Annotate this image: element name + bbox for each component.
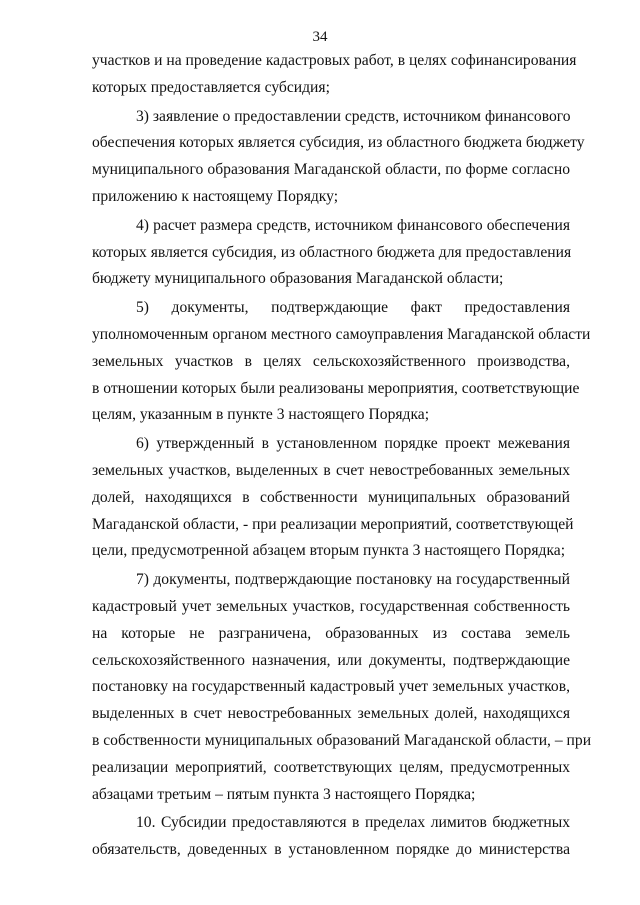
- paragraph-item-7: [92, 567, 592, 808]
- text-line: приложению к настоящему Порядку;: [92, 187, 339, 205]
- document-body: [92, 48, 592, 866]
- text-line: 10. Субсидии предоставляются в пределах лимитов бюджетных: [136, 814, 570, 832]
- text-line: бюджету муниципального образования Магаданской области;: [92, 270, 504, 288]
- text-line: 6) утвержденный в установленном порядке проект межевания: [136, 435, 570, 453]
- text-line: долей, находящихся в собственности муниципальных образований: [92, 488, 570, 506]
- text-line: 5) документы, подтверждающие факт предоставления: [136, 299, 570, 317]
- text-line: целям, указанным в пункте 3 настоящего Порядка;: [92, 406, 430, 424]
- text-line: цели, предусмотренной абзацем вторым пункта 3 настоящего Порядка;: [92, 542, 566, 560]
- text-line: Магаданской области, - при реализации мероприятий, соответствующей: [92, 515, 574, 533]
- text-line: 4) расчет размера средств, источником финансового обеспечения: [136, 216, 570, 234]
- paragraph-item-6: [92, 431, 574, 565]
- paragraph-continuation: [92, 48, 577, 102]
- paragraph-item-5: [92, 295, 591, 429]
- page-number: 34: [312, 29, 328, 45]
- text-line: которых предоставляется субсидия;: [92, 78, 330, 96]
- text-line: обязательств, доведенных в установленном порядке до министерства: [92, 841, 570, 859]
- text-line: абзацами третьим – пятым пункта 3 настоящего Порядка;: [92, 785, 476, 803]
- text-line: уполномоченным органом местного самоуправления Магаданской области: [92, 325, 591, 343]
- text-line: выделенных в счет невостребованных земельных долей, находящихся: [92, 705, 570, 723]
- text-line: кадастровый учет земельных участков, государственная собственность: [92, 597, 570, 615]
- text-line: муниципального образования Магаданской области, по форме согласно: [92, 161, 570, 179]
- text-line: на которые не разграничена, образованных из состава земель: [92, 624, 570, 642]
- text-line: участков и на проведение кадастровых работ, в целях софинансирования: [92, 52, 577, 69]
- paragraph-item-10: [92, 810, 570, 864]
- text-line: которых является субсидия, из областного бюджета для предоставления: [92, 243, 572, 261]
- paragraph-item-4: [92, 213, 570, 293]
- text-line: 7) документы, подтверждающие постановку на государственный: [136, 571, 570, 589]
- text-line: обеспечения которых является субсидия, из областного бюджета бюджету: [92, 134, 585, 152]
- text-line: земельных участков в целях сельскохозяйственного производства,: [92, 352, 570, 370]
- text-line: земельных участков, выделенных в счет невостребованных земельных: [92, 461, 570, 479]
- paragraph-item-3: [92, 104, 585, 211]
- text-line: сельскохозяйственного назначения, или документы, подтверждающие: [92, 651, 570, 669]
- text-line: постановку на государственный кадастровый учет земельных участков,: [92, 678, 570, 696]
- text-line: 3) заявление о предоставлении средств, источником финансового: [136, 107, 571, 125]
- text-line: в собственности муниципальных образований Магаданской области, – при: [92, 731, 592, 749]
- text-line: в отношении которых были реализованы мероприятия, соответствующие: [92, 379, 580, 397]
- text-line: реализации мероприятий, соответствующих целям, предусмотренных: [92, 758, 570, 776]
